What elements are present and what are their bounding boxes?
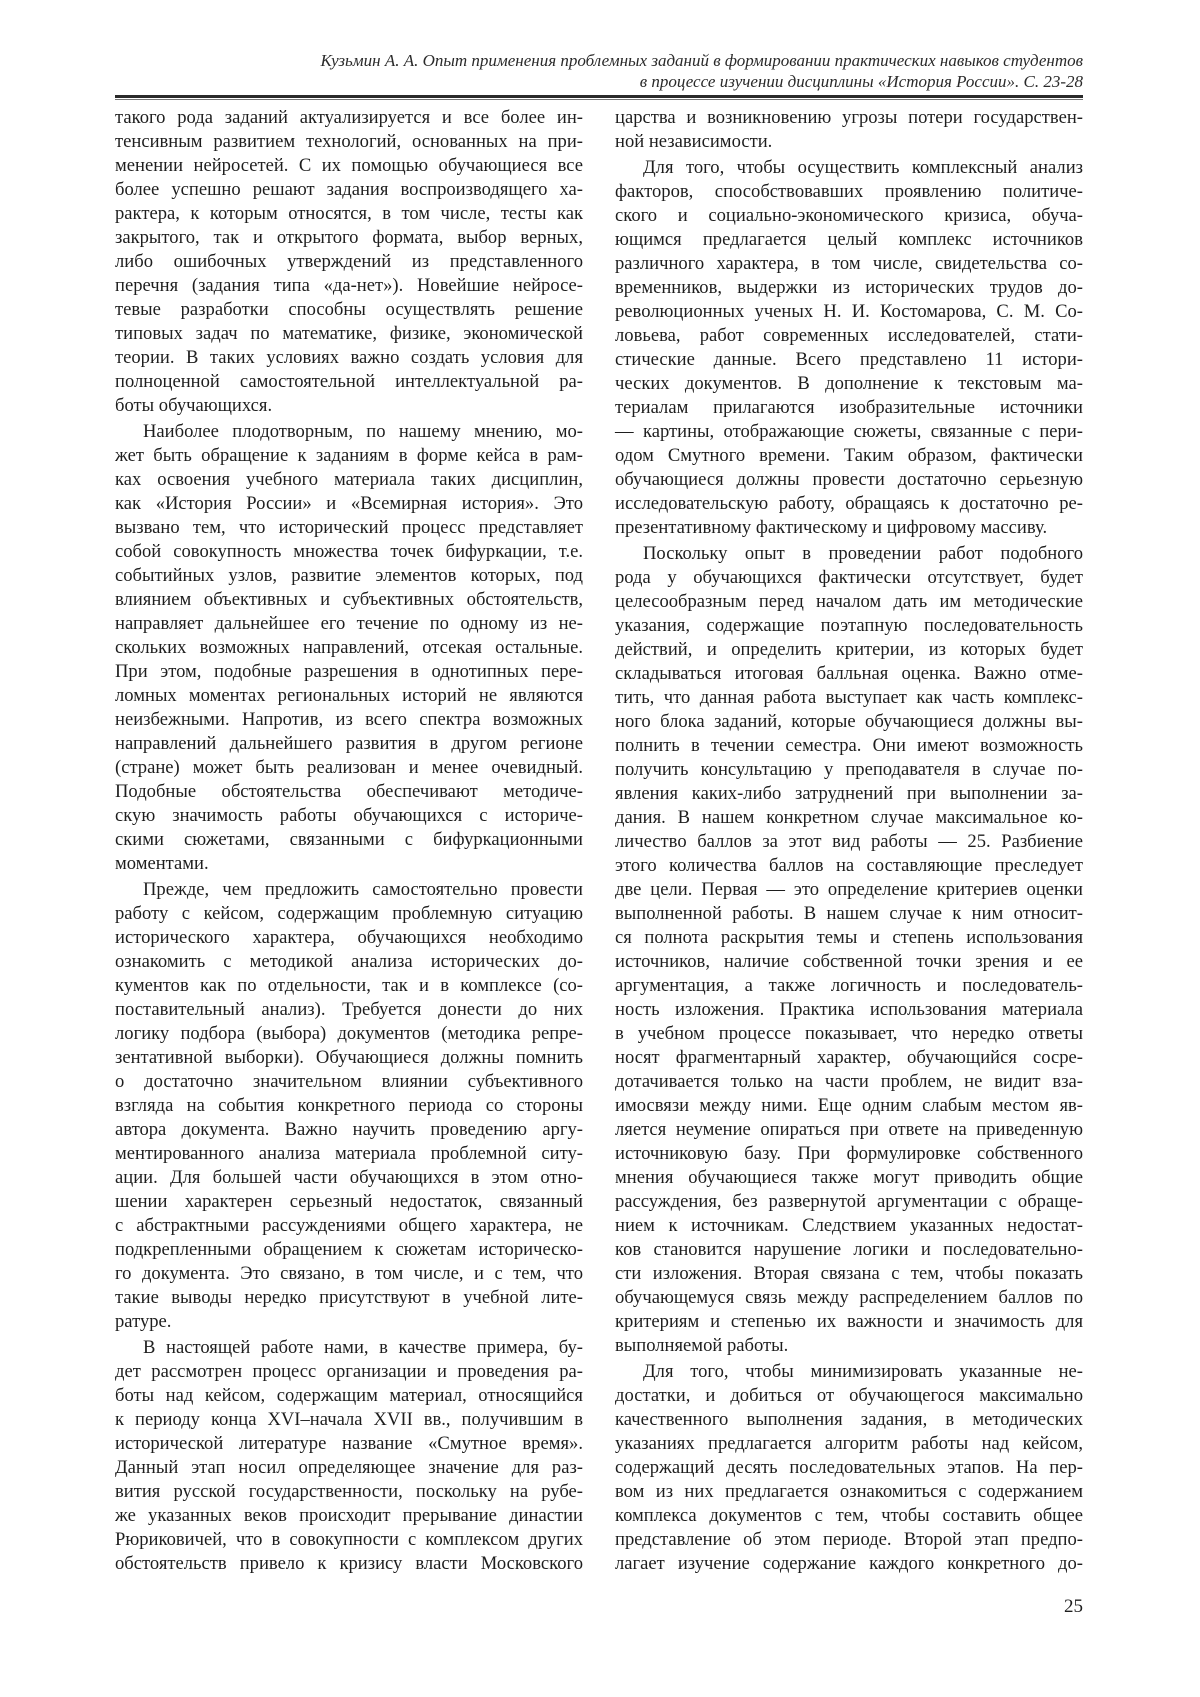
paragraph bbox=[615, 1360, 1083, 1576]
text-line: работу с кейсом, содержащим проблемную ситуацию bbox=[115, 902, 583, 926]
paragraph bbox=[615, 106, 1083, 154]
text-line: тевые разработки способны осуществлять решение bbox=[115, 298, 583, 322]
text-line: царства и возникновению угрозы потери государствен- bbox=[615, 106, 1083, 130]
text-line: ментированного анализа материала проблемной ситу- bbox=[115, 1142, 583, 1166]
left-column bbox=[115, 106, 583, 1576]
text-line: более успешно решают задания воспроизводящего ха- bbox=[115, 178, 583, 202]
text-line: типовых задач по математике, физике, экономической bbox=[115, 322, 583, 346]
text-line: различного характера, в том числе, свидетельства со- bbox=[615, 252, 1083, 276]
text-line: направляет дальнейшее его течение по одному из не- bbox=[115, 612, 583, 636]
text-line: дания. В нашем конкретном случае максимальное ко- bbox=[615, 806, 1083, 830]
text-line: го документа. Это связано, в том числе, и с тем, что bbox=[115, 1262, 583, 1286]
text-line: тить, что данная работа выступает как часть комплекс- bbox=[615, 686, 1083, 710]
text-line: две цели. Первая — это определение критериев оценки bbox=[615, 878, 1083, 902]
text-line: териалам прилагаются изобразительные источники bbox=[615, 396, 1083, 420]
text-line: получить консультацию у преподавателя в случае по- bbox=[615, 758, 1083, 782]
text-line: рассуждения, без развернутой аргументации с обраще- bbox=[615, 1190, 1083, 1214]
text-line: скую значимость работы обучающихся с историче- bbox=[115, 804, 583, 828]
text-line: аргументация, а также логичность и последователь- bbox=[615, 974, 1083, 998]
text-line: ся полнота раскрытия темы и степень использования bbox=[615, 926, 1083, 950]
paragraph bbox=[115, 420, 583, 876]
text-line: неизбежными. Напротив, из всего спектра возможных bbox=[115, 708, 583, 732]
text-line: поставительный анализ). Требуется донести до них bbox=[115, 998, 583, 1022]
text-line: ации. Для большей части обучающихся в этом отно- bbox=[115, 1166, 583, 1190]
text-line: — картины, отображающие сюжеты, связанные с пери- bbox=[615, 420, 1083, 444]
text-line: источниковую базу. При формулировке собственного bbox=[615, 1142, 1083, 1166]
text-line: достатки, и добиться от обучающегося максимально bbox=[615, 1384, 1083, 1408]
text-line: собой совокупность множества точек бифуркации, т.е. bbox=[115, 540, 583, 564]
text-line: тенсивным развитием технологий, основанных на при- bbox=[115, 130, 583, 154]
text-line: кументов как по отдельности, так и в комплексе (со- bbox=[115, 974, 583, 998]
text-line: как «История России» и «Всемирная история». Это bbox=[115, 492, 583, 516]
text-line: скольких возможных направлений, отсекая остальные. bbox=[115, 636, 583, 660]
text-line: (стране) может быть реализован и менее очевидный. bbox=[115, 756, 583, 780]
text-line: либо ошибочных утверждений из представленного bbox=[115, 250, 583, 274]
page-number: 25 bbox=[1064, 1596, 1083, 1618]
header-rule-thin bbox=[115, 99, 1083, 100]
text-line: боты над кейсом, содержащим материал, относящийся bbox=[115, 1384, 583, 1408]
text-line: теории. В таких условиях важно создать условия для bbox=[115, 346, 583, 370]
paragraph bbox=[615, 156, 1083, 540]
text-line: обучающиеся должны провести достаточно серьезную bbox=[615, 468, 1083, 492]
text-line: логику подбора (выбора) документов (методика репре- bbox=[115, 1022, 583, 1046]
text-line: Поскольку опыт в проведении работ подобного bbox=[615, 542, 1083, 566]
text-line: источников, наличие собственной точки зрения и ее bbox=[615, 950, 1083, 974]
text-line: личество баллов за этот вид работы — 25. Разбиение bbox=[615, 830, 1083, 854]
text-line: событийных узлов, развитие элементов которых, под bbox=[115, 564, 583, 588]
text-line: выполненной работы. В нашем случае к ним относит- bbox=[615, 902, 1083, 926]
text-line: ющимся предлагается целый комплекс источников bbox=[615, 228, 1083, 252]
text-line: ратуре. bbox=[115, 1310, 583, 1334]
text-line: Подобные обстоятельства обеспечивают методиче- bbox=[115, 780, 583, 804]
text-line: ность изложения. Практика использования материала bbox=[615, 998, 1083, 1022]
text-line: ляется неумение опираться при ответе на приведенную bbox=[615, 1118, 1083, 1142]
text-line: о достаточно значительном влиянии субъективного bbox=[115, 1070, 583, 1094]
text-line: представление об этом периоде. Второй этап предпо- bbox=[615, 1528, 1083, 1552]
text-line: мнения обучающиеся также могут приводить общие bbox=[615, 1166, 1083, 1190]
text-line: качественного выполнения задания, в методических bbox=[615, 1408, 1083, 1432]
text-line: В настоящей работе нами, в качестве примера, бу- bbox=[115, 1336, 583, 1360]
text-line: шении характерен серьезный недостаток, связанный bbox=[115, 1190, 583, 1214]
text-line: такие выводы нередко присутствуют в учебной лите- bbox=[115, 1286, 583, 1310]
running-header-line: Кузьмин А. А. Опыт применения проблемных заданий в формировании практических навыков студентов bbox=[115, 50, 1083, 71]
text-line: действий, и определить критерии, из которых будет bbox=[615, 638, 1083, 662]
text-line: подкрепленными обращением к сюжетам историческо- bbox=[115, 1238, 583, 1262]
text-line: вызвано тем, что исторический процесс представляет bbox=[115, 516, 583, 540]
text-line: ной независимости. bbox=[615, 130, 1083, 154]
text-line: имосвязи между ними. Еще одним слабым местом яв- bbox=[615, 1094, 1083, 1118]
text-line: презентативному фактическому и цифровому массиву. bbox=[615, 516, 1083, 540]
text-line: выполняемой работы. bbox=[615, 1334, 1083, 1358]
text-line: ознакомить с методикой анализа исторических до- bbox=[115, 950, 583, 974]
text-line: дотачивается только на части проблем, не видит вза- bbox=[615, 1070, 1083, 1094]
text-line: закрытого, так и открытого формата, выбор верных, bbox=[115, 226, 583, 250]
text-line: факторов, способствовавших проявлению политиче- bbox=[615, 180, 1083, 204]
text-line: вития русской государственности, поскольку на рубе- bbox=[115, 1480, 583, 1504]
paragraph bbox=[115, 878, 583, 1334]
text-line: полноценной самостоятельной интеллектуальной ра- bbox=[115, 370, 583, 394]
text-line: в учебном процессе показывает, что нередко ответы bbox=[615, 1022, 1083, 1046]
text-line: складываться итоговая балльная оценка. Важно отме- bbox=[615, 662, 1083, 686]
text-line: влиянием объективных и субъективных обстоятельств, bbox=[115, 588, 583, 612]
text-line: Наиболее плодотворным, по нашему мнению, мо- bbox=[115, 420, 583, 444]
text-line: ного блока заданий, которые обучающиеся должны вы- bbox=[615, 710, 1083, 734]
text-line: менении нейросетей. С их помощью обучающиеся все bbox=[115, 154, 583, 178]
text-line: жет быть обращение к заданиям в форме кейса в рам- bbox=[115, 444, 583, 468]
text-line: стические данные. Всего представлено 11 истори- bbox=[615, 348, 1083, 372]
text-line: такого рода заданий актуализируется и все более ин- bbox=[115, 106, 583, 130]
text-line: ловьева, работ современных исследователей, стати- bbox=[615, 324, 1083, 348]
text-line: Рюриковичей, что в совокупности с комплексом других bbox=[115, 1528, 583, 1552]
text-line: дет рассмотрен процесс организации и проведения ра- bbox=[115, 1360, 583, 1384]
text-line: зентативной выборки). Обучающиеся должны помнить bbox=[115, 1046, 583, 1070]
text-line: целесообразным перед началом дать им методические bbox=[615, 590, 1083, 614]
text-line: ческих документов. В дополнение к текстовым ма- bbox=[615, 372, 1083, 396]
text-line: При этом, подобные разрешения в однотипных пере- bbox=[115, 660, 583, 684]
text-line: одом Смутного времени. Таким образом, фактически bbox=[615, 444, 1083, 468]
header-rule bbox=[115, 95, 1083, 98]
text-line: ского и социально-экономического кризиса, обуча- bbox=[615, 204, 1083, 228]
text-line: моментами. bbox=[115, 852, 583, 876]
text-line: явления каких-либо затруднений при выполнении за- bbox=[615, 782, 1083, 806]
paragraph bbox=[615, 542, 1083, 1358]
paragraph bbox=[115, 1336, 583, 1576]
text-line: рактера, к которым относятся, в том числе, тесты как bbox=[115, 202, 583, 226]
text-line: Для того, чтобы осуществить комплексный анализ bbox=[615, 156, 1083, 180]
text-line: рода у обучающихся фактически отсутствует, будет bbox=[615, 566, 1083, 590]
text-line: лагает изучение содержание каждого конкретного до- bbox=[615, 1552, 1083, 1576]
text-line: исследовательскую работу, обращаясь к достаточно ре- bbox=[615, 492, 1083, 516]
running-header-line: в процессе изучении дисциплины «История России». С. 23-28 bbox=[115, 71, 1083, 92]
text-line: направлений дальнейшего развития в другом регионе bbox=[115, 732, 583, 756]
text-line: Для того, чтобы минимизировать указанные не- bbox=[615, 1360, 1083, 1384]
text-line: скими сюжетами, связанными с бифуркационными bbox=[115, 828, 583, 852]
text-line: нием к источникам. Следствием указанных недостат- bbox=[615, 1214, 1083, 1238]
text-line: обстоятельств привело к кризису власти Московского bbox=[115, 1552, 583, 1576]
text-line: боты обучающихся. bbox=[115, 394, 583, 418]
text-line: Прежде, чем предложить самостоятельно провести bbox=[115, 878, 583, 902]
text-line: указаниях предлагается алгоритм работы над кейсом, bbox=[615, 1432, 1083, 1456]
text-line: ков становится нарушение логики и последовательно- bbox=[615, 1238, 1083, 1262]
text-line: исторической литературе название «Смутное время». bbox=[115, 1432, 583, 1456]
text-line: перечня (задания типа «да-нет»). Новейшие нейросе- bbox=[115, 274, 583, 298]
text-line: содержащий десять последовательных этапов. На пер- bbox=[615, 1456, 1083, 1480]
text-line: автора документа. Важно научить проведению аргу- bbox=[115, 1118, 583, 1142]
text-line: полнить в течении семестра. Они имеют возможность bbox=[615, 734, 1083, 758]
text-line: носят фрагментарный характер, обучающийся сосре- bbox=[615, 1046, 1083, 1070]
text-line: к периоду конца XVI–начала XVII вв., получившим в bbox=[115, 1408, 583, 1432]
text-line: критериям и степенью их важности и значимость для bbox=[615, 1310, 1083, 1334]
text-line: Данный этап носил определяющее значение для раз- bbox=[115, 1456, 583, 1480]
text-line: комплекса документов с тем, чтобы составить общее bbox=[615, 1504, 1083, 1528]
text-line: временников, выдержки из исторических трудов до- bbox=[615, 276, 1083, 300]
paragraph bbox=[115, 106, 583, 418]
text-line: ломных моментах региональных историй не являются bbox=[115, 684, 583, 708]
running-header bbox=[115, 50, 1083, 92]
text-line: исторического характера, обучающихся необходимо bbox=[115, 926, 583, 950]
text-line: с абстрактными рассуждениями общего характера, не bbox=[115, 1214, 583, 1238]
text-line: сти изложения. Вторая связана с тем, чтобы показать bbox=[615, 1262, 1083, 1286]
text-line: революционных ученых Н. И. Костомарова, С. М. Со- bbox=[615, 300, 1083, 324]
text-line: обучающемуся связь между распределением баллов по bbox=[615, 1286, 1083, 1310]
text-line: ках освоения учебного материала таких дисциплин, bbox=[115, 468, 583, 492]
text-line: указания, содержащие поэтапную последовательность bbox=[615, 614, 1083, 638]
right-column bbox=[615, 106, 1083, 1576]
text-line: же указанных веков происходит прерывание династии bbox=[115, 1504, 583, 1528]
text-line: этого количества баллов на составляющие преследует bbox=[615, 854, 1083, 878]
text-line: взгляда на события конкретного периода со стороны bbox=[115, 1094, 583, 1118]
text-line: вом из них предлагается ознакомиться с содержанием bbox=[615, 1480, 1083, 1504]
